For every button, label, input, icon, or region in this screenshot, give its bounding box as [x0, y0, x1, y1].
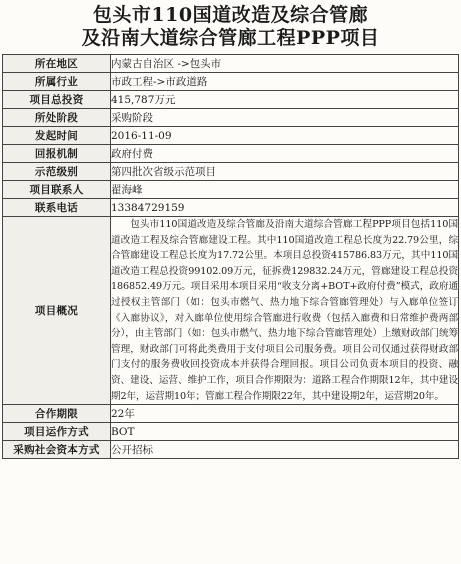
- row-value: 翟海峰: [111, 181, 459, 199]
- row-label: 所处阶段: [3, 109, 111, 127]
- row-value: 13384729159: [111, 199, 459, 217]
- table-row-stage: [3, 109, 459, 127]
- row-label: 示范级别: [3, 163, 111, 181]
- row-value: BOT: [111, 423, 459, 441]
- table-row-region: [3, 55, 459, 73]
- table-row-operation-mode: [3, 423, 459, 441]
- table-row-contact: [3, 181, 459, 199]
- table-row-demo-level: [3, 163, 459, 181]
- row-label: 项目总投资: [3, 91, 111, 109]
- table-row-phone: [3, 199, 459, 217]
- row-value: 415,787万元: [111, 91, 459, 109]
- row-label: 所属行业: [3, 73, 111, 91]
- row-label: 回报机制: [3, 145, 111, 163]
- table-row-investment: [3, 91, 459, 109]
- row-value: 22年: [111, 405, 459, 423]
- row-value: 内蒙古自治区 ->包头市: [111, 55, 459, 73]
- table-row-start-date: [3, 127, 459, 145]
- row-label: 联系电话: [3, 199, 111, 217]
- page-title: [0, 4, 461, 50]
- table-row-return-mechanism: [3, 145, 459, 163]
- row-label: 采购社会资本方式: [3, 441, 111, 459]
- overview-text: 包头市110国道改造及综合管廊及沿南大道综合管廊工程PPP项目包括110国道改造工程及综合管廊建设工程。其中110国道改造工程总长度为22.79公里，综合管廊建设工程总长度为17.72公里。本项目总投资415786.83万元，其中110国道改造工程总投资99102.09万元，征拆费129832.24万元，管廊建设工程总投资186852.49万元。项目采用本项目采用“收支分离+BOT+政府付费”模式，政府通过授权主管部门（如：包头市燃气、热力地下综合管廊管理处）与入廊单位签订《入廊协议》，对入廊单位使用综合管廊进行收费（包括入廊费和日常维护费两部分），由主管部门（如：包头市燃气、热力地下综合管廊管理处）上缴财政部门统筹管理，财政部门可将此类费用于支付项目公司服务费。项目公司仅通过获得财政部门支付的服务费收回投资成本并获得合理回报。项目公司负责本项目的投资、融资、建设、运营、维护工作，项目合作期限为：道路工程合作期限12年，其中建设期2年，运营期10年；管廊工程合作期限22年，其中建设期2年，运营期20年。: [111, 217, 459, 405]
- row-value: 公开招标: [111, 441, 459, 459]
- row-value: 2016-11-09: [111, 127, 459, 145]
- row-label: 项目运作方式: [3, 423, 111, 441]
- row-value: 市政工程->市政道路: [111, 73, 459, 91]
- table-row-cooperation-period: [3, 405, 459, 423]
- row-label: 合作期限: [3, 405, 111, 423]
- title-line-1: 包头市110国道改造及综合管廊: [92, 4, 369, 26]
- row-label: 项目联系人: [3, 181, 111, 199]
- project-info-table: [2, 54, 459, 459]
- table-row-overview: [3, 217, 459, 405]
- table-row-industry: [3, 73, 459, 91]
- row-value: 第四批次省级示范项目: [111, 163, 459, 181]
- row-label: 发起时间: [3, 127, 111, 145]
- row-value: 采购阶段: [111, 109, 459, 127]
- table-row-procurement-method: [3, 441, 459, 459]
- title-line-2: 及沿南大道综合管廊工程PPP项目: [81, 27, 380, 49]
- overview-label: 项目概况: [3, 217, 111, 405]
- row-label: 所在地区: [3, 55, 111, 73]
- row-value: 政府付费: [111, 145, 459, 163]
